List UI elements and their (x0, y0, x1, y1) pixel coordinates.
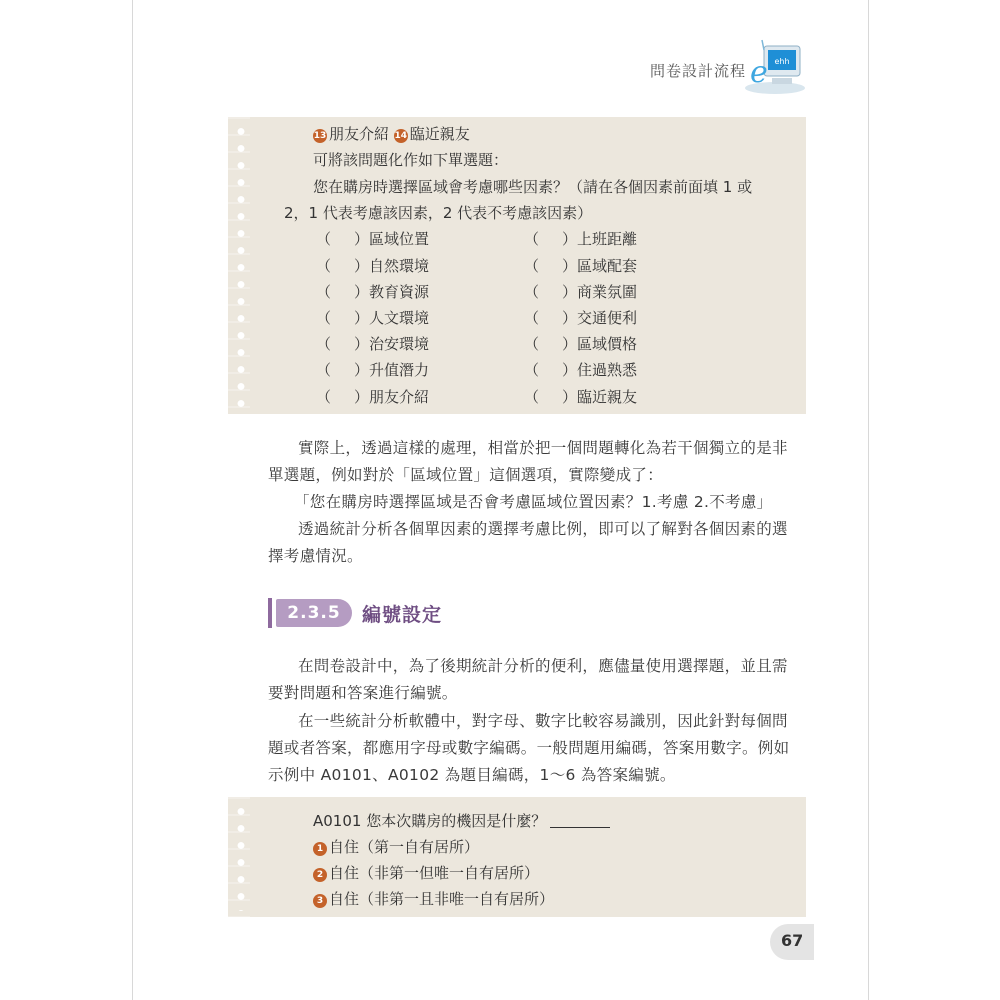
para1-line2: 單選題，例如對於「區域位置」這個選項，實際變成了： (268, 466, 664, 484)
option-left-7: （ ）朋友介紹 (316, 388, 430, 406)
section-number-badge: 2.3.5 (276, 599, 352, 627)
option-left-3: （ ）教育資源 (316, 283, 430, 301)
option-left-4: （ ）人文環境 (316, 309, 430, 327)
option-right-3: （ ）商業氛圍 (524, 283, 638, 301)
page-number: 67 (781, 931, 804, 950)
option-right-6: （ ）住過熟悉 (524, 361, 638, 379)
section-title: 編號設定 (362, 604, 443, 626)
para1-line3: 「您在購房時選擇區域是否會考慮區域位置因素？1.考慮 2.不考慮」 (294, 493, 773, 511)
note1-line1: 13 朋友介紹 14 臨近親友 (313, 125, 470, 143)
spiral-holes (232, 123, 250, 408)
section-accent-bar (268, 598, 272, 628)
note2-answer-2: 2 自住（非第一但唯一自有居所） (313, 862, 539, 883)
note1-line2: 可將該問題化作如下單選題： (313, 151, 509, 169)
logo-text: ehh (774, 57, 790, 66)
running-header: 問卷設計流程 (650, 62, 747, 80)
option-left-6: （ ）升值潛力 (316, 361, 430, 379)
para2-line2: 要對問題和答案進行編號。 (268, 684, 458, 702)
circled-number-1: 1 (313, 842, 327, 856)
para2-line1: 在問卷設計中，為了後期統計分析的便利，應儘量使用選擇題，並且需 (298, 657, 788, 675)
para1-line4: 透過統計分析各個單因素的選擇考慮比例，即可以了解對各個因素的選 (298, 520, 788, 538)
para2-line4: 題或者答案，都應用字母或數字編碼。一般問題用編碼，答案用數字。例如 (268, 739, 790, 757)
para1-line5: 擇考慮情況。 (268, 547, 363, 565)
computer-logo-icon (742, 36, 808, 96)
circled-number-13: 13 (313, 131, 327, 141)
option-left-5: （ ）治安環境 (316, 335, 430, 353)
answer-blank-line (550, 813, 610, 828)
para2-line5: 示例中 A0101、A0102 為題目編碼，1～6 為答案編號。 (268, 766, 676, 784)
option-right-5: （ ）區域價格 (524, 335, 638, 353)
para2-line3: 在一些統計分析軟體中，對字母、數字比較容易識別，因此針對每個問 (298, 712, 788, 730)
note1-line4: 2，1 代表考慮該因素，2 代表不考慮該因素） (284, 204, 593, 222)
svg-text:e: e (750, 55, 768, 90)
note2-answer-1: 1 自住（第一自有居所） (313, 836, 479, 857)
spiral-holes (232, 803, 250, 911)
option-left-1: （ ）區域位置 (316, 230, 430, 248)
circled-number-14: 14 (394, 131, 408, 141)
option-right-1: （ ）上班距離 (524, 230, 638, 248)
para1-line1: 實際上，透過這樣的處理，相當於把一個問題轉化為若干個獨立的是非 (298, 439, 788, 457)
option-right-4: （ ）交通便利 (524, 309, 638, 327)
note2-answer-3: 3 自住（非第一且非唯一自有居所） (313, 888, 554, 909)
note1-line3: 您在購房時選擇區域會考慮哪些因素？（請在各個因素前面填 1 或 (313, 178, 753, 196)
note2-question: A0101 您本次購房的機因是什麼？ (313, 810, 610, 831)
circled-number-3: 3 (313, 894, 327, 908)
option-right-7: （ ）臨近親友 (524, 388, 638, 406)
circled-number-2: 2 (313, 868, 327, 882)
option-left-2: （ ）自然環境 (316, 257, 430, 275)
option-right-2: （ ）區域配套 (524, 257, 638, 275)
